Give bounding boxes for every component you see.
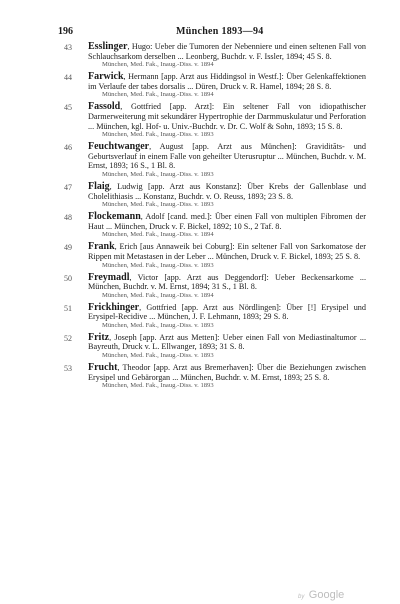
entry-note: München, Med. Fak., Inaug.-Diss. v. 1893	[102, 170, 214, 178]
bibliography-entry	[0, 182, 400, 209]
author-surname: Fassold	[88, 101, 121, 113]
page-number: 196	[58, 26, 73, 37]
bibliography-entry	[0, 72, 400, 99]
entry-number: 51	[64, 303, 72, 313]
author-surname: Frucht	[88, 362, 118, 374]
entry-body	[88, 142, 366, 171]
entry-text: , Ludwig [app. Arzt aus Konstanz]: Über Krebs der Gallenblase und Cholelithiasis ... Konstanz, Buchdr. v. O. Reuss, 1893; 23 S. 8.	[88, 181, 366, 201]
entry-body	[88, 242, 366, 261]
author-surname: Freymadl	[88, 271, 130, 283]
running-title: München 1893—94	[176, 26, 264, 37]
entry-number: 52	[64, 333, 72, 343]
entry-text: , Gottfried [app. Arzt aus Nördlingen]: Über [!] Erysipel und Erysipel-Recidive ... München, J. F. Lehmann, 1893; 29 S. 8.	[88, 302, 366, 322]
author-surname: Feuchtwanger	[88, 141, 150, 153]
entry-note: München, Med. Fak., Inaug.-Diss. v. 1893	[102, 201, 214, 209]
author-surname: Farwick	[88, 71, 124, 83]
entry-note: München, Med. Fak., Inaug.-Diss. v. 1893	[102, 382, 214, 390]
entry-number: 48	[64, 213, 72, 223]
entry-note: München, Med. Fak., Inaug.-Diss. v. 1893	[102, 261, 214, 269]
entry-note: München, Med. Fak., Inaug.-Diss. v. 1894	[102, 61, 214, 69]
entry-note: München, Med. Fak., Inaug.-Diss. v. 1893	[102, 131, 214, 139]
entry-body	[88, 212, 366, 231]
entry-text: , Theodor [app. Arzt aus Bremerhaven]: Über die Beziehungen zwischen Erysipel und Gebärorgan ... München, Buchdr. v. M. Ernst, 1893; 25 S. 8.	[88, 363, 366, 382]
entry-number: 50	[64, 273, 72, 283]
entry-number: 45	[64, 103, 72, 113]
google-watermark	[298, 585, 344, 603]
bibliography-entry	[0, 363, 400, 390]
bibliography-entry	[0, 303, 400, 330]
bibliography-entry	[0, 273, 400, 300]
entry-note: München, Med. Fak., Inaug.-Diss. v. 1894	[102, 231, 214, 239]
bibliography-list	[0, 42, 400, 393]
author-surname: Frickhinger	[88, 301, 140, 313]
entry-note: München, Med. Fak., Inaug.-Diss. v. 1893	[102, 352, 214, 360]
entry-body	[88, 363, 366, 382]
google-logo: Google	[308, 589, 345, 601]
entry-number: 43	[64, 43, 72, 52]
entry-number: 47	[64, 182, 72, 192]
author-surname: Flockemann	[88, 211, 141, 223]
entry-note: München, Med. Fak., Inaug.-Diss. v. 1893	[102, 321, 214, 329]
entry-body	[88, 42, 366, 61]
entry-body	[88, 72, 366, 91]
entry-text: , Adolf [cand. med.]: Über einen Fall von multiplen Fibromen der Haut ... München, Druck v. F. Bickel, 1892; 10 S., 2 Taf. 8.	[88, 212, 366, 231]
bibliography-entry	[0, 142, 400, 179]
entry-body	[88, 182, 366, 201]
entry-number: 53	[64, 364, 72, 374]
entry-number: 46	[64, 143, 72, 153]
entry-body	[88, 102, 366, 131]
entry-text: , Erich [aus Annaweik bei Coburg]: Ein seltener Fall von Sarkomatose der Rippen mit Metastasen in der Leber ... München, Druck v. F. Bickel, 1893; 25 S. 8.	[88, 242, 366, 261]
author-surname: Flaig	[88, 180, 110, 192]
entry-note: München, Med. Fak., Inaug.-Diss. v. 1894	[102, 291, 214, 299]
author-surname: Frank	[88, 241, 115, 253]
watermark-by: by	[298, 594, 305, 600]
entry-text: , Hermann [app. Arzt aus Hiddingsol in Westf.]: Über Gelenkaffektionen im Verlaufe der tabes dorsalis ... Düren, Druck v. R. Hamel, 1894; 28 S. 8.	[88, 72, 366, 91]
entry-text: , August [app. Arzt aus München]: Gravidităts- und Geburtsverlauf in einem Falle von geheilter Uterusruptur ... München, Buchdr. v. M. Ernst, 1893; 16 S., 1 Bl. 8.	[88, 142, 366, 171]
page-header	[58, 26, 358, 40]
bibliography-entry	[0, 212, 400, 239]
entry-note: München, Med. Fak., Inaug.-Diss. v. 1894	[102, 91, 214, 99]
entry-text: , Joseph [app. Arzt aus Metten]: Ueber einen Fall von Mediastinaltumor ... Bayreuth, Druck v. L. Ellwanger, 1893; 31 S. 8.	[88, 332, 366, 352]
bibliography-entry	[0, 242, 400, 269]
entry-text: , Hugo: Ueber die Tumoren der Nebenniere und einen seltenen Fall von Schlauchsarkom derselben ... Leonberg, Buchdr. v. F. Issler, 1894; 45 S. 8.	[88, 42, 366, 61]
bibliography-entry	[0, 42, 400, 69]
entry-body	[88, 333, 366, 352]
author-surname: Fritz	[88, 331, 110, 343]
bibliography-entry	[0, 333, 400, 360]
entry-number: 44	[64, 73, 72, 83]
entry-text: , Gottfried [app. Arzt]: Ein seltener Fall von idiopathischer Darmerweiterung mit sekundärer Hypertrophie der Darmmuskulatur und Perforation ... München, kgl. Hof- u. Univ.-Buchdr. v. Dr. C. Wolf & Sohn, 1893; 15 S. 8.	[88, 102, 366, 131]
author-surname: Esslinger	[88, 41, 128, 52]
bibliography-entry	[0, 102, 400, 139]
entry-text: , Victor [app. Arzt aus Deggendorf]: Ueber Beckensarkome ... München, Buchdr. v. M. Ernst, 1894; 31 S., 1 Bl. 8.	[88, 272, 366, 292]
entry-body	[88, 303, 366, 322]
entry-body	[88, 273, 366, 292]
entry-number: 49	[64, 243, 72, 253]
